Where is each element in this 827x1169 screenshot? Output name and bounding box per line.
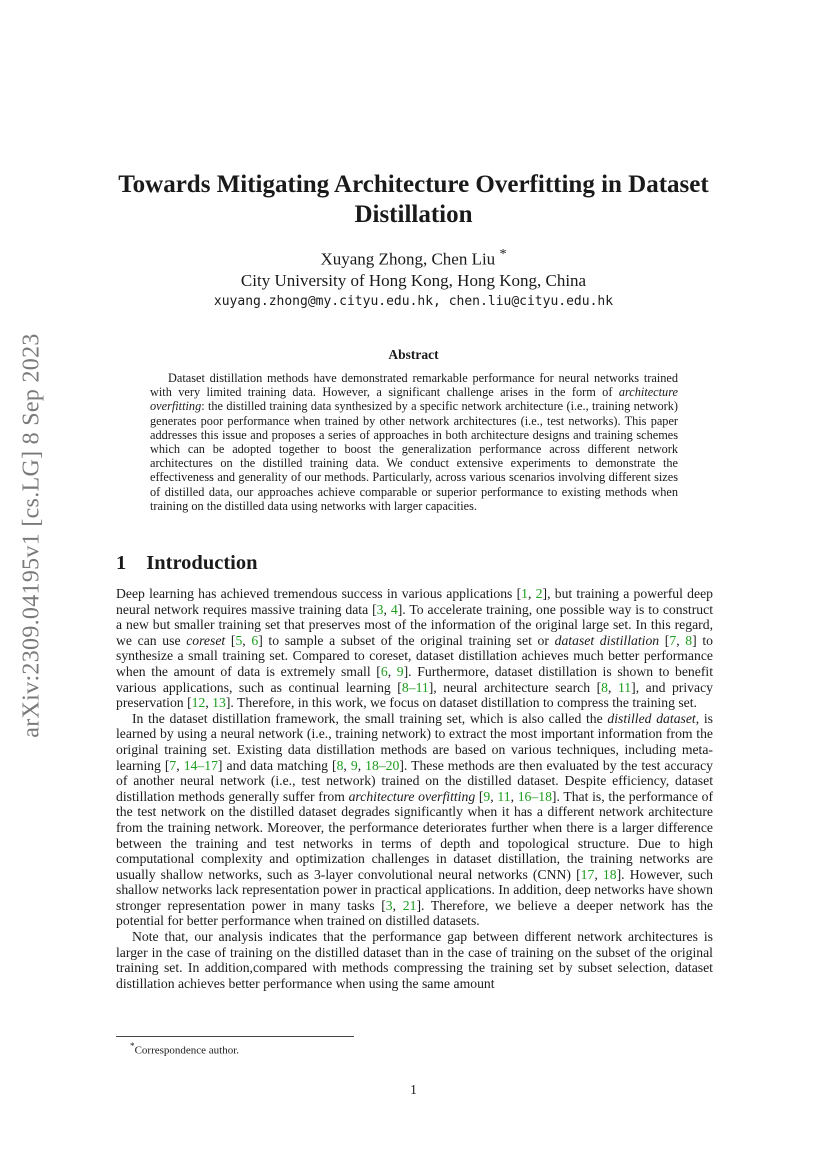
citation-link[interactable]: 12 xyxy=(191,695,206,711)
paragraph xyxy=(116,586,713,711)
citation-link[interactable]: 8 xyxy=(685,632,693,648)
footnote-divider xyxy=(116,1036,354,1037)
citation-link[interactable]: 16–18 xyxy=(517,788,552,804)
section-number: 1 xyxy=(116,552,127,574)
footnote-mark: * xyxy=(130,1041,135,1051)
text: , xyxy=(357,757,366,773)
abstract-part-1: Dataset distillation methods have demonstrated remarkable performance for neural networks trained with very limited training data. However, a significant challenge arises in the form of xyxy=(150,371,678,400)
arxiv-identifier: arXiv:2309.04195v1 [cs.LG] 8 Sep 2023 xyxy=(18,332,45,738)
citation-link[interactable]: 9 xyxy=(483,788,491,804)
citation-link[interactable]: 5 xyxy=(235,632,243,648)
citation-link[interactable]: 7 xyxy=(669,632,677,648)
affiliation: City University of Hong Kong, Hong Kong, China xyxy=(240,270,587,290)
arxiv-sidebar xyxy=(10,332,54,738)
citation-link[interactable]: 14–17 xyxy=(183,757,218,773)
citation-link[interactable]: 8 xyxy=(601,679,608,695)
citation-link[interactable]: 4 xyxy=(390,601,398,617)
citation-link[interactable]: 11 xyxy=(617,679,632,695)
emphasis: dataset distillation xyxy=(554,632,660,648)
abstract-text xyxy=(150,371,678,513)
text: , xyxy=(528,586,536,601)
citation-link[interactable]: 3 xyxy=(385,897,393,913)
text: ], neural architecture search [ xyxy=(428,679,602,695)
text: , xyxy=(387,663,397,679)
text: ]. To accelerate training, one possible way is to construct a new but smaller training set that preserves most of the information of the original large set. In this regard, we can use xyxy=(116,601,714,648)
citation-link[interactable]: 9 xyxy=(396,663,404,679)
text: [ xyxy=(225,632,236,648)
text: Note that, our analysis indicates that the performance gap between different network architectures is larger in the case of training on the distilled dataset than in the case of training on the subset of the original training set. In addition,compared with methods compressing the training set by subset selection, dataset distillation achieves better performance when using the same amount xyxy=(116,929,713,991)
citation-link[interactable]: 9 xyxy=(350,757,358,773)
emphasis: architecture overfitting xyxy=(348,788,476,804)
citation-link[interactable]: 2 xyxy=(535,586,543,601)
paragraph xyxy=(116,929,713,991)
correspondence-mark: * xyxy=(499,246,507,262)
citation-link[interactable]: 18 xyxy=(602,866,617,882)
text: ]. Therefore, we believe a deeper network has the potential for better performance when trained on distilled datasets. xyxy=(116,897,713,929)
text: [ xyxy=(659,632,670,648)
text: , xyxy=(205,695,213,711)
citation-link[interactable]: 13 xyxy=(212,695,226,711)
text: ]. Furthermore, dataset distillation is shown to benefit various applications, such as continual learning [ xyxy=(116,663,714,695)
text: , xyxy=(510,788,518,804)
abstract-emphasis: architecture overfitting xyxy=(150,385,678,414)
abstract-part-2: : the distilled training data synthesized by a specific network architecture (i.e., training network) generates poor performance when trained by other network architectures (i.e., test networks). This paper addresses this issue and proposes a series of approaches in both architecture designs and training schemes which can be adopted together to boost the generalization performance across different network architectures on the distilled training data. We conduct extensive experiments to demonstrate the effectiveness and generality of our methods. Particularly, across various scenarios involving different sizes of distilled data, our approaches achieve comparable or superior performance to existing methods when training on the distilled data using networks with larger capacities. xyxy=(150,399,678,513)
author-list: Xuyang Zhong, Chen Liu xyxy=(320,249,496,269)
citation-link[interactable]: 6 xyxy=(251,632,259,648)
abstract-heading: Abstract xyxy=(388,347,439,362)
citation-link[interactable]: 1 xyxy=(521,586,529,601)
text: ]. Therefore, in this work, we focus on dataset distillation to compress the training set. xyxy=(225,695,697,711)
text: , xyxy=(490,788,498,804)
text: , xyxy=(176,757,184,773)
text: , is learned by using a neural network (i.e., training network) to extract the most important information from the original training set. Existing data distillation methods are based on various techniques, including meta-learning [ xyxy=(116,710,713,773)
text: , xyxy=(343,757,351,773)
paragraph xyxy=(116,711,713,929)
citation-link[interactable]: 3 xyxy=(376,601,384,617)
text: , xyxy=(676,632,686,648)
text: , xyxy=(392,897,403,913)
text: ] to sample a subset of the original training set or xyxy=(258,632,555,648)
citation-link[interactable]: 8 xyxy=(336,757,344,773)
page-number: 1 xyxy=(410,1082,417,1097)
text: , xyxy=(608,679,618,695)
author-block xyxy=(100,244,727,312)
body-text xyxy=(116,586,713,991)
citation-link[interactable]: 18–20 xyxy=(365,757,400,773)
text: , xyxy=(242,632,252,648)
text: ] and data matching [ xyxy=(217,757,337,773)
text: Deep learning has achieved tremendous success in various applications [ xyxy=(116,586,522,601)
section-heading xyxy=(116,552,258,575)
emphasis: coreset xyxy=(186,632,226,648)
citation-link[interactable]: 21 xyxy=(402,897,417,913)
text: In the dataset distillation framework, the small training set, which is also called the xyxy=(132,710,608,726)
author-emails: xuyang.zhong@my.cityu.edu.hk, chen.liu@cityu.edu.hk xyxy=(213,293,614,309)
text: [ xyxy=(475,788,484,804)
citation-link[interactable]: 7 xyxy=(169,757,177,773)
text: , xyxy=(383,601,391,617)
emphasis: distilled dataset xyxy=(607,710,696,726)
text: ] to synthesize a small training set. Compared to coreset, dataset distillation achieves much better performance when the amount of data is extremely small [ xyxy=(116,632,714,679)
paper-title: Towards Mitigating Architecture Overfitting in Dataset Distillation xyxy=(118,171,709,228)
citation-link[interactable]: 17 xyxy=(580,866,595,882)
text: ], and privacy preservation [ xyxy=(116,679,713,711)
author-names xyxy=(100,244,727,270)
citation-link[interactable]: 11 xyxy=(497,788,511,804)
footnote xyxy=(130,1041,239,1057)
text: ]. However, such shallow networks lack representation power in practical applications. In addition, deep networks have shown stronger representation power in many tasks [ xyxy=(116,866,714,913)
text: ]. These methods are then evaluated by the test accuracy of another neural network (i.e., test network) trained on the distilled dataset. Despite efficiency, dataset distillation methods generally suffer from xyxy=(116,757,714,804)
section-title: Introduction xyxy=(146,552,258,574)
citation-link[interactable]: 6 xyxy=(380,663,388,679)
citation-link[interactable]: 8–11 xyxy=(401,679,429,695)
text: ], but training a powerful deep neural network requires massive training data [ xyxy=(116,586,714,617)
footnote-text: Correspondence author. xyxy=(134,1044,240,1057)
text: ]. That is, the performance of the test network on the distilled dataset degrades significantly when it has a different network architecture from the training network. Moreover, the performance deteriorates further when there is a larger difference between the training and test networks in terms of depth and topological structure. Due to high computational complexity and optimization challenges in dataset distillation, the training networks are usually shallow networks, such as 3-layer convolutional neural networks (CNN) [ xyxy=(116,788,714,882)
text: , xyxy=(594,866,603,882)
